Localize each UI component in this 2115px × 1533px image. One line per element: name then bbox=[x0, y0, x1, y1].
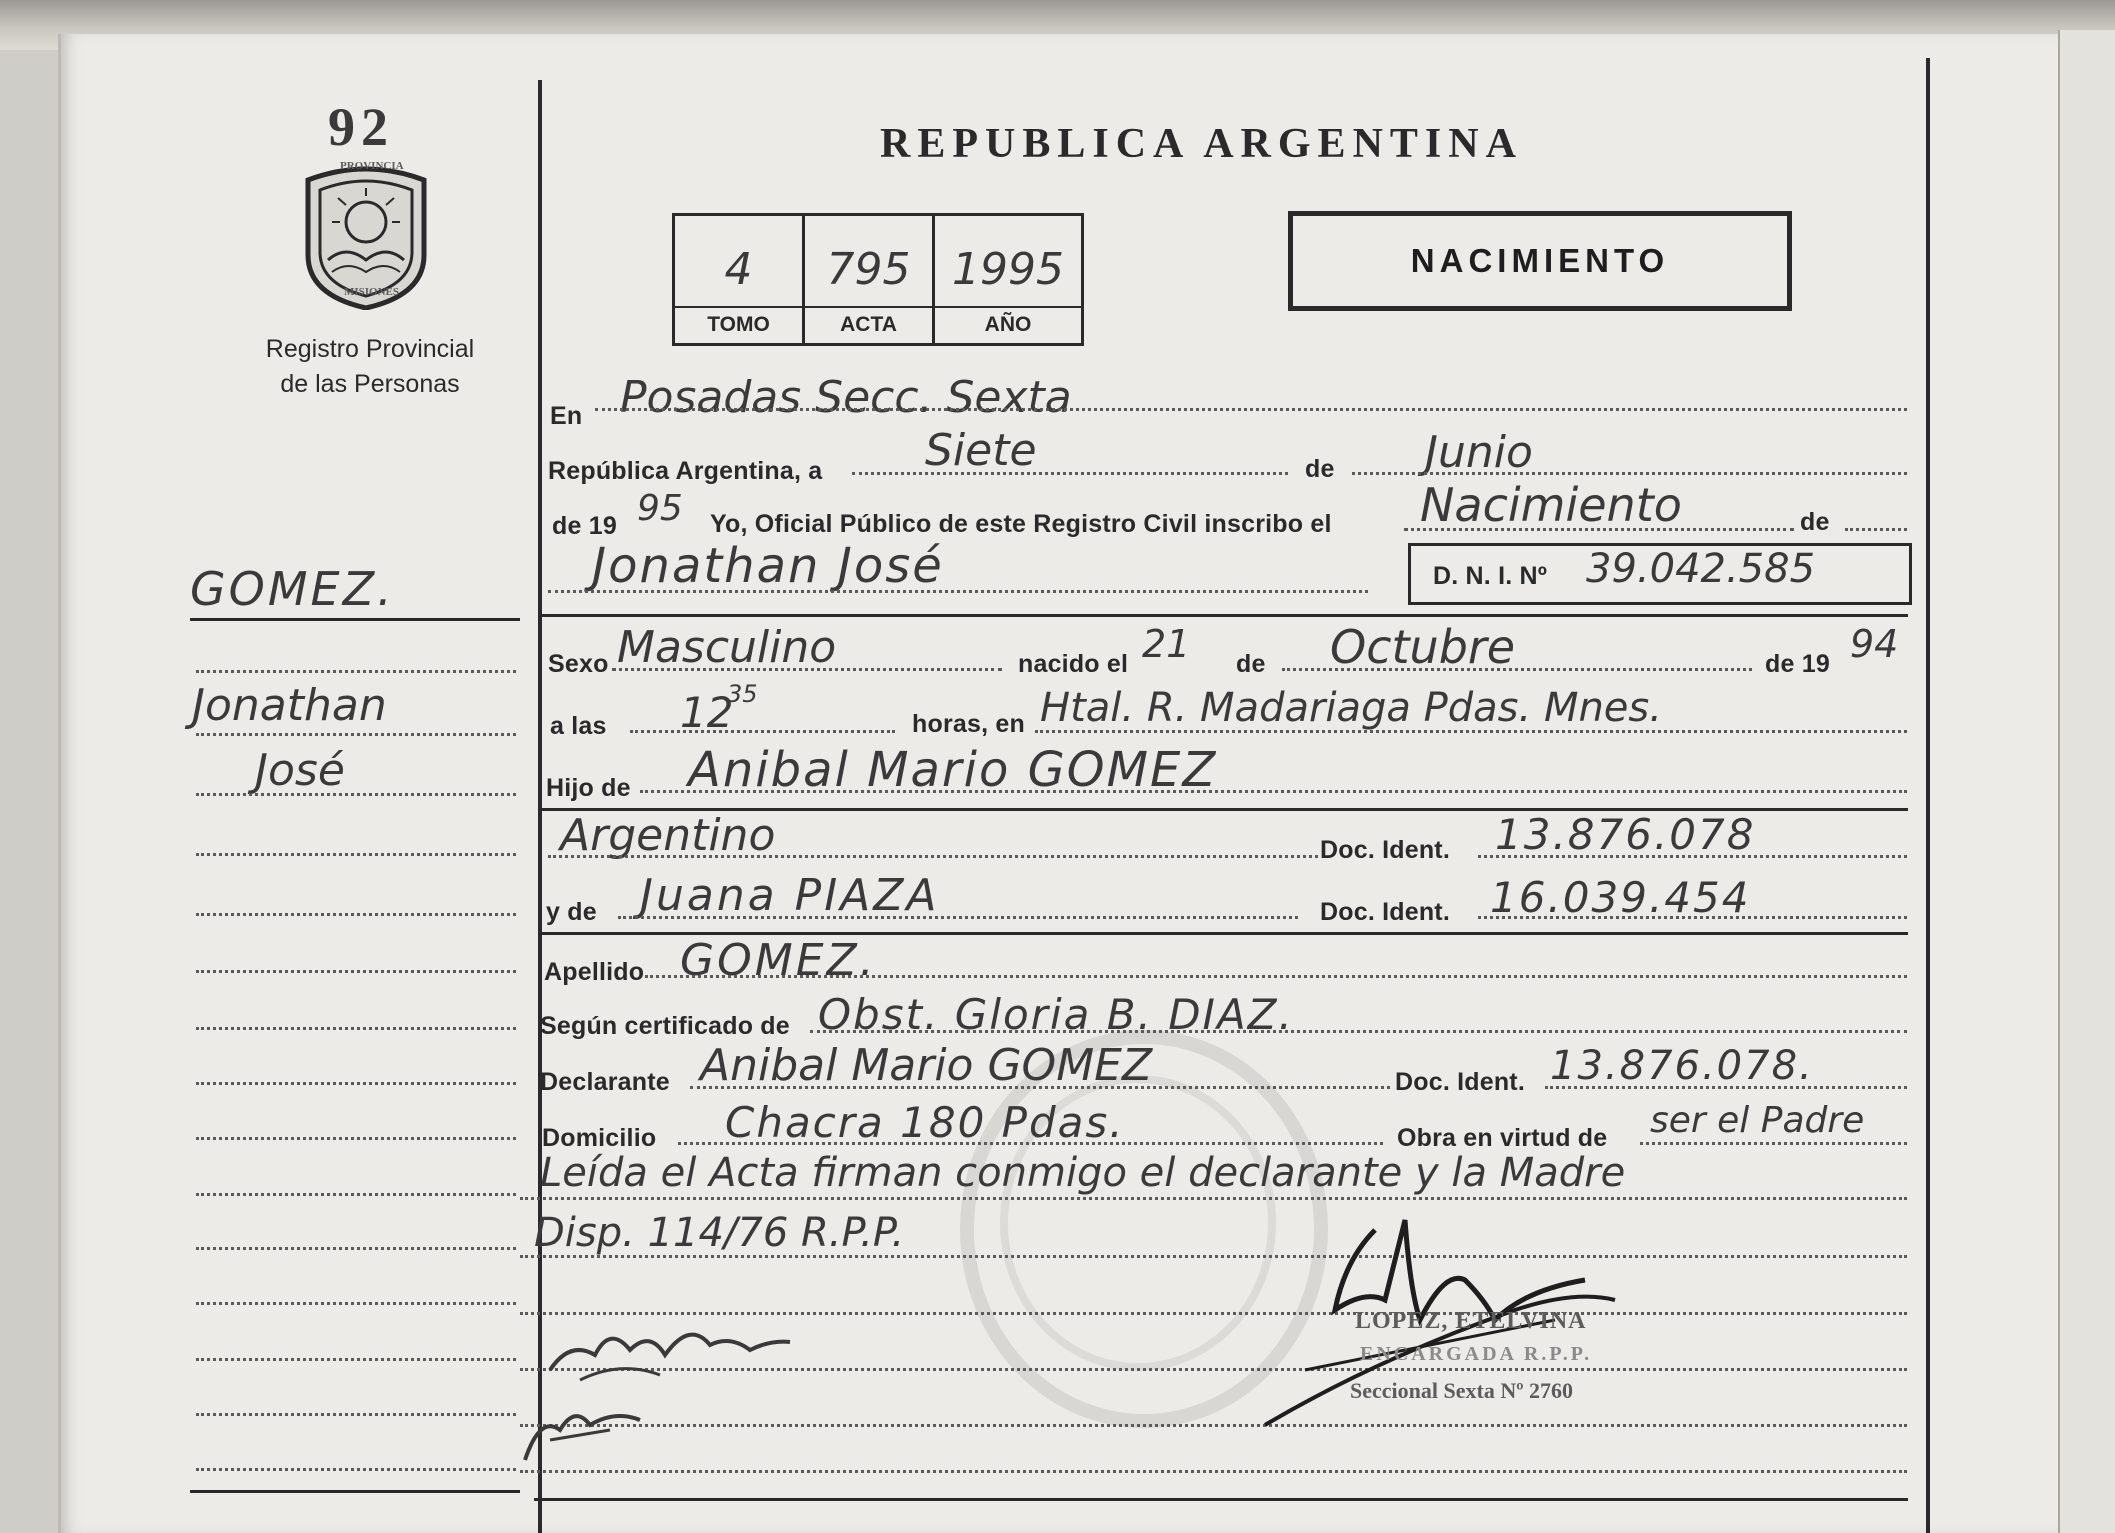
father-nationality: Argentino bbox=[560, 810, 776, 861]
dotted-line bbox=[548, 590, 1368, 593]
bottom-rule bbox=[534, 1498, 1908, 1501]
birth-year-value: 94 bbox=[1850, 622, 1899, 666]
dotted-line bbox=[520, 1470, 1907, 1473]
margin-middle-name: José bbox=[255, 745, 345, 796]
margin-dotted-line bbox=[196, 733, 516, 736]
acta-label: ACTA bbox=[840, 313, 897, 336]
declarante-value: Anibal Mario GOMEZ bbox=[700, 1040, 1153, 1091]
dotted-line bbox=[1640, 1142, 1907, 1145]
seal-bottom-text: MISIONES bbox=[344, 286, 400, 298]
dotted-line bbox=[1545, 1086, 1907, 1089]
anio-value: 1995 bbox=[952, 244, 1064, 295]
dotted-line bbox=[810, 1030, 1907, 1033]
margin-dotted-line bbox=[196, 970, 516, 973]
certificado-label: Según certificado de bbox=[540, 1012, 790, 1040]
sexo-label: Sexo bbox=[548, 650, 609, 678]
margin-dotted-line bbox=[196, 1137, 516, 1140]
margin-dotted-line bbox=[196, 913, 516, 916]
margin-dotted-line bbox=[196, 1468, 516, 1471]
document-title: REPUBLICA ARGENTINA bbox=[880, 121, 1523, 167]
dotted-line bbox=[1352, 472, 1907, 475]
dni-label: D. N. I. Nº bbox=[1433, 562, 1548, 590]
father-doc-value: 13.876.078 bbox=[1495, 810, 1756, 859]
inscribe-value: Nacimiento bbox=[1420, 478, 1682, 532]
father-name: Anibal Mario GOMEZ bbox=[688, 742, 1218, 798]
registry-name: Registro Provincial de las Personas bbox=[265, 335, 475, 398]
domicilio-label: Domicilio bbox=[542, 1124, 657, 1152]
declarante-label: Declarante bbox=[540, 1068, 670, 1096]
margin-dotted-line bbox=[196, 1302, 516, 1305]
horas-label: horas, en bbox=[912, 710, 1025, 738]
domicilio-value: Chacra 180 Pdas. bbox=[725, 1098, 1125, 1147]
tomo-label: TOMO bbox=[707, 313, 770, 336]
note-line-2: Disp. 114/76 R.P.P. bbox=[534, 1210, 905, 1256]
certificado-value: Obst. Gloria B. DIAZ. bbox=[818, 990, 1294, 1039]
dotted-line bbox=[1478, 855, 1907, 858]
dotted-line bbox=[520, 1197, 1907, 1200]
dotted-line bbox=[852, 472, 1288, 475]
right-margin-line bbox=[1926, 58, 1930, 1533]
dotted-line bbox=[618, 916, 1298, 919]
margin-dotted-line bbox=[196, 793, 516, 796]
margin-surname: GOMEZ. bbox=[190, 562, 395, 616]
birth-day-value: 21 bbox=[1142, 622, 1191, 666]
margin-dotted-line bbox=[196, 1413, 516, 1416]
dotted-line bbox=[1478, 916, 1907, 919]
dotted-line bbox=[678, 1142, 1383, 1145]
dotted-line bbox=[1035, 730, 1907, 733]
doc-label: Doc. Ident. bbox=[1320, 836, 1450, 864]
doc-label-3: Doc. Ident. bbox=[1395, 1068, 1525, 1096]
official-stamp-name: LOPEZ, ETELVINA bbox=[1355, 1308, 1587, 1334]
de-label-3: de bbox=[1236, 650, 1266, 678]
de-label: de bbox=[1305, 455, 1335, 483]
margin-dotted-line bbox=[196, 853, 516, 856]
dotted-line bbox=[640, 790, 1907, 793]
margin-rule bbox=[190, 618, 520, 621]
month-value: Junio bbox=[1425, 427, 1533, 478]
dotted-line bbox=[645, 975, 1907, 978]
seal-top-text: PROVINCIA bbox=[340, 160, 404, 172]
year-label-2: de 19 bbox=[1765, 650, 1830, 678]
dni-box bbox=[1408, 543, 1912, 605]
margin-dotted-line bbox=[196, 1082, 516, 1085]
dotted-line bbox=[520, 1424, 1907, 1427]
minutes-value: 35 bbox=[727, 680, 758, 708]
republica-label: República Argentina, a bbox=[548, 457, 823, 485]
dotted-line bbox=[548, 855, 1318, 858]
dotted-line bbox=[1404, 528, 1794, 531]
day-value: Siete bbox=[925, 425, 1037, 476]
tomo-cell bbox=[675, 216, 805, 343]
alas-label: a las bbox=[550, 712, 607, 740]
doc-label-2: Doc. Ident. bbox=[1320, 898, 1450, 926]
margin-dotted-line bbox=[196, 670, 516, 673]
dni-value: 39.042.585 bbox=[1586, 546, 1816, 592]
margin-dotted-line bbox=[196, 1247, 516, 1250]
yde-label: y de bbox=[546, 898, 597, 926]
sexo-value: Masculino bbox=[617, 622, 837, 673]
margin-first-name: Jonathan bbox=[192, 680, 387, 731]
margin-bottom-rule bbox=[190, 1490, 520, 1493]
record-number-box bbox=[672, 213, 1084, 346]
margin-dotted-line bbox=[196, 1358, 516, 1361]
declarant-signature bbox=[540, 1300, 800, 1390]
next-page-edge bbox=[2058, 30, 2115, 1533]
record-type-box: NACIMIENTO bbox=[1288, 211, 1792, 311]
place-value: Posadas Secc. Sexta bbox=[620, 372, 1072, 423]
dotted-line bbox=[690, 1086, 1390, 1089]
page-number: 92 bbox=[328, 97, 394, 157]
tomo-value: 4 bbox=[724, 244, 753, 295]
acta-cell bbox=[805, 216, 935, 343]
year-prefix-label: de 19 bbox=[552, 512, 617, 540]
record-box-divider bbox=[675, 306, 1081, 308]
official-stamp-office: ENCARGADA R.P.P. bbox=[1360, 1343, 1593, 1365]
dotted-line bbox=[595, 408, 1907, 411]
nacido-label: nacido el bbox=[1018, 650, 1129, 678]
anio-label: AÑO bbox=[984, 313, 1032, 336]
dotted-line bbox=[1282, 668, 1752, 671]
obra-label: Obra en virtud de bbox=[1397, 1124, 1608, 1152]
section-rule bbox=[540, 614, 1908, 617]
hijo-label: Hijo de bbox=[546, 774, 631, 802]
person-name: Jonathan José bbox=[592, 538, 944, 594]
dotted-line bbox=[520, 1255, 1907, 1258]
margin-dotted-line bbox=[196, 1193, 516, 1196]
note-line-1: Leída el Acta firman conmigo el declarante y la Madre bbox=[540, 1150, 1626, 1196]
declarante-doc-value: 13.876.078. bbox=[1550, 1043, 1814, 1089]
dotted-line bbox=[612, 668, 1002, 671]
acta-value: 795 bbox=[826, 244, 911, 295]
apellido-label: Apellido bbox=[544, 958, 645, 986]
obra-value: ser el Padre bbox=[1650, 1100, 1865, 1141]
dotted-line bbox=[630, 730, 895, 733]
hour-value: 12 bbox=[680, 688, 734, 737]
official-stamp-section: Seccional Sexta Nº 2760 bbox=[1350, 1378, 1573, 1403]
birth-month-value: Octubre bbox=[1330, 620, 1516, 674]
dotted-line bbox=[1845, 528, 1907, 531]
de-label-2: de bbox=[1800, 508, 1830, 536]
birth-place-value: Htal. R. Madariaga Pdas. Mnes. bbox=[1040, 685, 1662, 731]
mother-name: Juana PIAZA bbox=[640, 870, 940, 921]
year-suffix-value: 95 bbox=[637, 488, 683, 529]
apellido-value: GOMEZ. bbox=[680, 935, 877, 986]
margin-dotted-line bbox=[196, 1027, 516, 1030]
en-label: En bbox=[550, 402, 583, 430]
mother-signature bbox=[520, 1385, 650, 1465]
anio-cell bbox=[935, 216, 1084, 343]
mother-doc-value: 16.039.454 bbox=[1490, 873, 1751, 922]
oficial-label: Yo, Oficial Público de este Registro Civil inscribo el bbox=[710, 510, 1332, 538]
